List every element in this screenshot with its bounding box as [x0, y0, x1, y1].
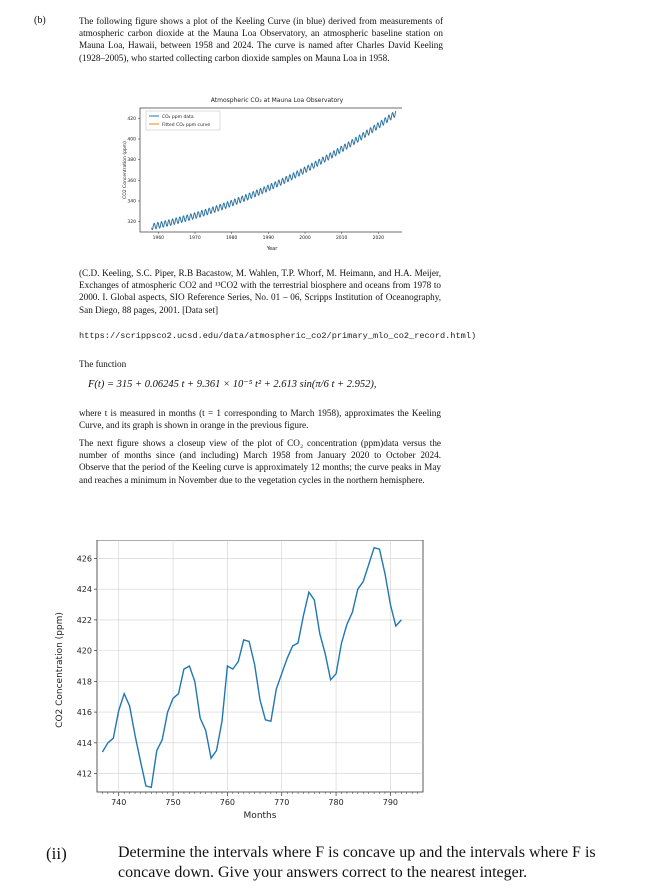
chart1-xtick-label: 2010: [335, 236, 348, 241]
chart2-ytick-label: 424: [76, 585, 92, 595]
chart1-xtick-label: 1980: [225, 236, 238, 241]
chart2-xtick-label: 740: [111, 798, 127, 807]
question-text: Determine the intervals where F is concave up and the intervals where F is concave down. Give your answers correct to the nearest integer.: [118, 844, 596, 881]
part-label: (b): [34, 15, 46, 26]
chart1-legend-data: CO₂ ppm data: [162, 115, 194, 120]
chart2-ytick-label: 416: [76, 708, 92, 718]
chart2-ytick-label: 426: [76, 554, 92, 564]
chart2-xtick-label: 790: [382, 798, 399, 807]
chart1-xtick-label: 2020: [372, 236, 385, 241]
chart1-legend: [146, 111, 220, 130]
formula: F(t) = 315 + 0.06245 t + 9.361 × 10⁻⁵ t² + 2.613 sin(π/6 t + 2.952),: [88, 379, 377, 390]
chart2-xtick-label: 780: [328, 798, 344, 807]
closeup-chart: [50, 540, 430, 830]
citation-url[interactable]: https://scrippsco2.ucsd.edu/data/atmospheric_co2/primary_mlo_co2_record.html): [79, 331, 477, 341]
after-formula-paragraph: where t is measured in months (t = 1 corresponding to March 1958), approximates the Keeling Curve, and its graph is shown in orange in the previous figure.: [79, 408, 441, 431]
chart2-xtick-label: 770: [274, 798, 290, 807]
chart1-x-ticks: [153, 232, 385, 241]
chart1-xtick-label: 1960: [152, 236, 165, 241]
chart1-ytick-label: 420: [127, 116, 136, 122]
chart2-y-ticks: [77, 554, 97, 778]
chart2-ylabel: CO2 Concentration (ppm): [55, 612, 65, 728]
chart1-ytick-label: 320: [127, 220, 136, 226]
chart2-xtick-label: 750: [165, 798, 181, 807]
chart1-xlabel: Year: [266, 246, 278, 252]
keeling-curve-chart: [112, 92, 402, 252]
chart2-xtick-label: 760: [219, 798, 236, 807]
citation: (C.D. Keeling, S.C. Piper, R.B Bacastow, M. Wahlen, T.P. Whorf, M. Heimann, and H.A. Meijer, Exchanges of atmospheric CO2 and ¹³CO2 with the terrestrial biosphere and oceans from 1978 to 2000. I. Global aspects, SIO Reference Series, No. 01 – 06, Scripps Institution of Oceanography, San Diego, 88 pages, 2001. [Data set]: [79, 268, 441, 315]
chart1-xtick-label: 2000: [299, 236, 311, 241]
chart1-ytick-label: 360: [127, 178, 136, 184]
chart2-ytick-label: 420: [76, 646, 92, 656]
chart2-x-ticks: [102, 792, 417, 807]
chart1-legend-fit: Fitted CO₂ ppm curve: [162, 123, 211, 128]
chart2-ytick-label: 418: [76, 677, 92, 687]
chart1-ytick-label: 400: [127, 137, 136, 143]
question-label: (ii): [46, 844, 67, 863]
chart1-ytick-label: 340: [127, 199, 136, 205]
chart1-y-ticks: [127, 116, 140, 225]
closeup-paragraph: The next figure shows a closeup view of the plot of CO₂ concentration (ppm)data versus the number of months since (and including) March 1958 from January 2020 to October 2024. Observe that the period of the Keeling curve is approximately 12 months; the curve peaks in May and reaches a minimum in November due to the vegetation cycles in the northern hemisphere.: [79, 438, 441, 485]
chart1-ytick-label: 380: [127, 158, 136, 164]
chart1-ylabel: CO2 Concentration (ppm): [123, 141, 128, 199]
chart2-xlabel: Months: [243, 811, 277, 821]
chart2-ytick-label: 422: [76, 615, 92, 625]
chart2-ytick-label: 412: [76, 769, 92, 779]
function-intro: The function: [79, 359, 127, 369]
chart2-grid: [97, 540, 423, 792]
chart2-data-curve: [102, 548, 401, 788]
chart1-title: Atmospheric CO₂ at Mauna Loa Observatory: [210, 97, 344, 104]
chart1-xtick-label: 1990: [262, 236, 275, 241]
chart1-xtick-label: 1970: [189, 236, 201, 241]
chart2-frame: [97, 540, 423, 792]
chart2-ytick-label: 414: [76, 738, 92, 748]
intro-paragraph: The following figure shows a plot of the Keeling Curve (in blue) derived from measurements of atmospheric carbon dioxide at the Mauna Loa Observatory, an atmospheric baseline station on Mauna Loa, Hawaii, between 1958 and 2024. The curve is named after Charles David Keeling (1928–2005), who started collecting carbon dioxide samples on Mauna Loa in 1958.: [79, 16, 443, 63]
